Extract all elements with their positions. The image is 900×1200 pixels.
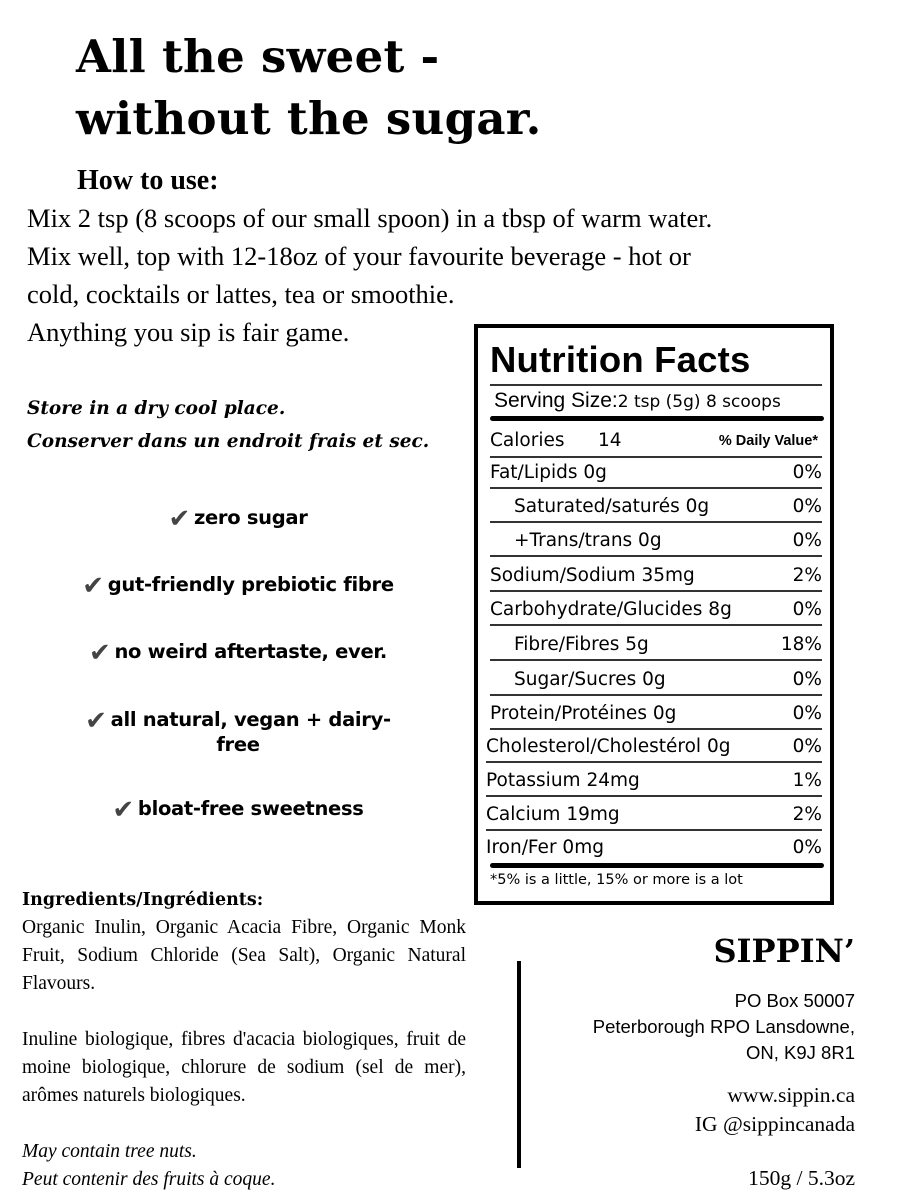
nutrient-daily-value: 0% [792, 530, 822, 551]
nutrient-row-saturated [490, 491, 822, 523]
thick-divider [490, 416, 824, 421]
checkmark-icon: ✔ [112, 795, 134, 825]
nutrient-row-iron [486, 832, 822, 864]
nutrient-daily-value: 0% [792, 669, 822, 690]
checkmark-icon: ✔ [88, 638, 111, 668]
nutrient-row-protein [490, 698, 822, 730]
nutrient-name: Carbohydrate/Glucides 8g [490, 599, 732, 620]
nutrient-name: Sodium/Sodium 35mg [490, 565, 695, 586]
nutrient-row-calcium [486, 799, 822, 831]
ingredients-en: Organic Inulin, Organic Acacia Fibre, Organic Monk Fruit, Sodium Chloride (Sea Salt), Organic Natural Flavours. [22, 917, 466, 994]
nutrient-daily-value: 0% [792, 599, 822, 620]
serving-size-label: Serving Size: [494, 389, 618, 412]
vertical-divider [517, 961, 521, 1168]
thick-divider [490, 863, 824, 868]
instruction-line: cold, cocktails or lattes, tea or smoothie. [27, 279, 455, 309]
nutrient-daily-value: 2% [792, 565, 822, 586]
spacer [22, 1110, 466, 1138]
nutrient-row-sodium [490, 560, 822, 592]
benefit-label-continued: free [216, 733, 260, 756]
how-to-use-title: How to use: [77, 165, 219, 196]
nutrient-name: Calcium 19mg [486, 804, 620, 825]
nutrition-facts-panel [474, 324, 834, 905]
serving-size [494, 387, 781, 416]
ingredients-fr: Inuline biologique, fibres d'acacia biologiques, fruit de moine biologique, chlorure de sodium (sel de mer), arômes naturels biologiques. [22, 1029, 466, 1106]
nutrient-daily-value: 0% [792, 703, 822, 724]
nutrient-daily-value: 0% [792, 462, 822, 483]
benefit-label: bloat-free sweetness [137, 797, 364, 820]
instruction-line: Mix 2 tsp (8 scoops of our small spoon) in a tbsp of warm water. [27, 203, 713, 233]
benefit-label: zero sugar [193, 506, 308, 529]
daily-value-footnote: *5% is a little, 15% or more is a lot [490, 872, 743, 888]
checkmark-icon: ✔ [82, 571, 104, 601]
company-contact [695, 1081, 855, 1139]
checkmark-icon: ✔ [85, 706, 107, 736]
nutrient-name: Potassium 24mg [486, 770, 640, 791]
nutrient-name: Fibre/Fibres 5g [514, 634, 649, 655]
nutrient-daily-value: 2% [792, 804, 822, 825]
nutrient-daily-value: 0% [792, 837, 822, 858]
ingredients-section [22, 886, 466, 1194]
nutrient-name: Cholesterol/Cholestérol 0g [486, 736, 731, 757]
address-line: ON, K9J 8R1 [746, 1042, 855, 1063]
nutrient-row-potassium [486, 765, 822, 797]
nutrient-daily-value: 1% [792, 770, 822, 791]
divider [490, 384, 822, 386]
nutrition-facts-title: Nutrition Facts [490, 339, 751, 380]
calories-label: Calories [490, 430, 565, 451]
address-line: PO Box 50007 [734, 990, 855, 1011]
nutrient-daily-value: 0% [792, 736, 822, 757]
headline [76, 26, 542, 150]
storage-fr: Conserver dans un endroit frais et sec. [27, 431, 430, 452]
storage-instructions [27, 392, 429, 458]
instruction-line: Mix well, top with 12-18oz of your favourite beverage - hot or [27, 241, 691, 271]
benefit-label: no weird aftertaste, ever. [114, 640, 388, 663]
benefit-item [60, 638, 416, 668]
calories-row [490, 426, 822, 456]
brand-name: SIPPIN’ [713, 932, 855, 970]
website-link[interactable]: www.sippin.ca [727, 1083, 855, 1107]
benefit-item [60, 504, 416, 534]
instruction-line: Anything you sip is fair game. [27, 317, 350, 347]
headline-line-1: All the sweet - [76, 30, 440, 83]
nutrient-name: Fat/Lipids 0g [490, 462, 607, 483]
storage-en: Store in a dry cool place. [27, 398, 286, 419]
instagram-handle[interactable]: IG @sippincanada [694, 1112, 855, 1136]
daily-value-header: % Daily Value* [718, 433, 818, 449]
calories-value: 14 [598, 430, 622, 451]
ingredients-title: Ingredients/Ingrédients: [22, 890, 264, 910]
benefit-item [60, 708, 416, 756]
nutrient-row-sugar [490, 664, 822, 696]
benefit-item [60, 795, 416, 825]
nutrient-row-cholesterol [486, 731, 822, 763]
nutrient-row-fat [490, 457, 822, 489]
nutrient-row-fibre [490, 629, 822, 661]
nutrient-name: +Trans/trans 0g [514, 530, 662, 551]
serving-size-value: 2 tsp (5g) 8 scoops [617, 392, 781, 412]
company-address [593, 988, 855, 1066]
headline-line-2: without the sugar. [76, 92, 542, 145]
checkmark-icon: ✔ [168, 504, 190, 534]
nutrient-row-trans [490, 525, 822, 557]
address-line: Peterborough RPO Lansdowne, [592, 1016, 855, 1037]
nutrient-name: Saturated/saturés 0g [514, 496, 710, 517]
nutrient-daily-value: 0% [792, 496, 822, 517]
allergen-warning-en: May contain tree nuts. [22, 1141, 197, 1162]
spacer [22, 998, 466, 1026]
benefit-item [60, 571, 416, 601]
nutrient-name: Protein/Protéines 0g [490, 703, 677, 724]
allergen-warning-fr: Peut contenir des fruits à coque. [22, 1169, 276, 1190]
nutrient-name: Iron/Fer 0mg [486, 837, 604, 858]
nutrient-row-carbohydrate [490, 594, 822, 626]
nutrient-name: Sugar/Sucres 0g [514, 669, 666, 690]
net-weight: 150g / 5.3oz [748, 1166, 855, 1190]
nutrient-daily-value: 18% [780, 634, 822, 655]
benefit-label: gut-friendly prebiotic fibre [107, 573, 394, 596]
benefit-label: all natural, vegan + dairy- [110, 708, 391, 731]
